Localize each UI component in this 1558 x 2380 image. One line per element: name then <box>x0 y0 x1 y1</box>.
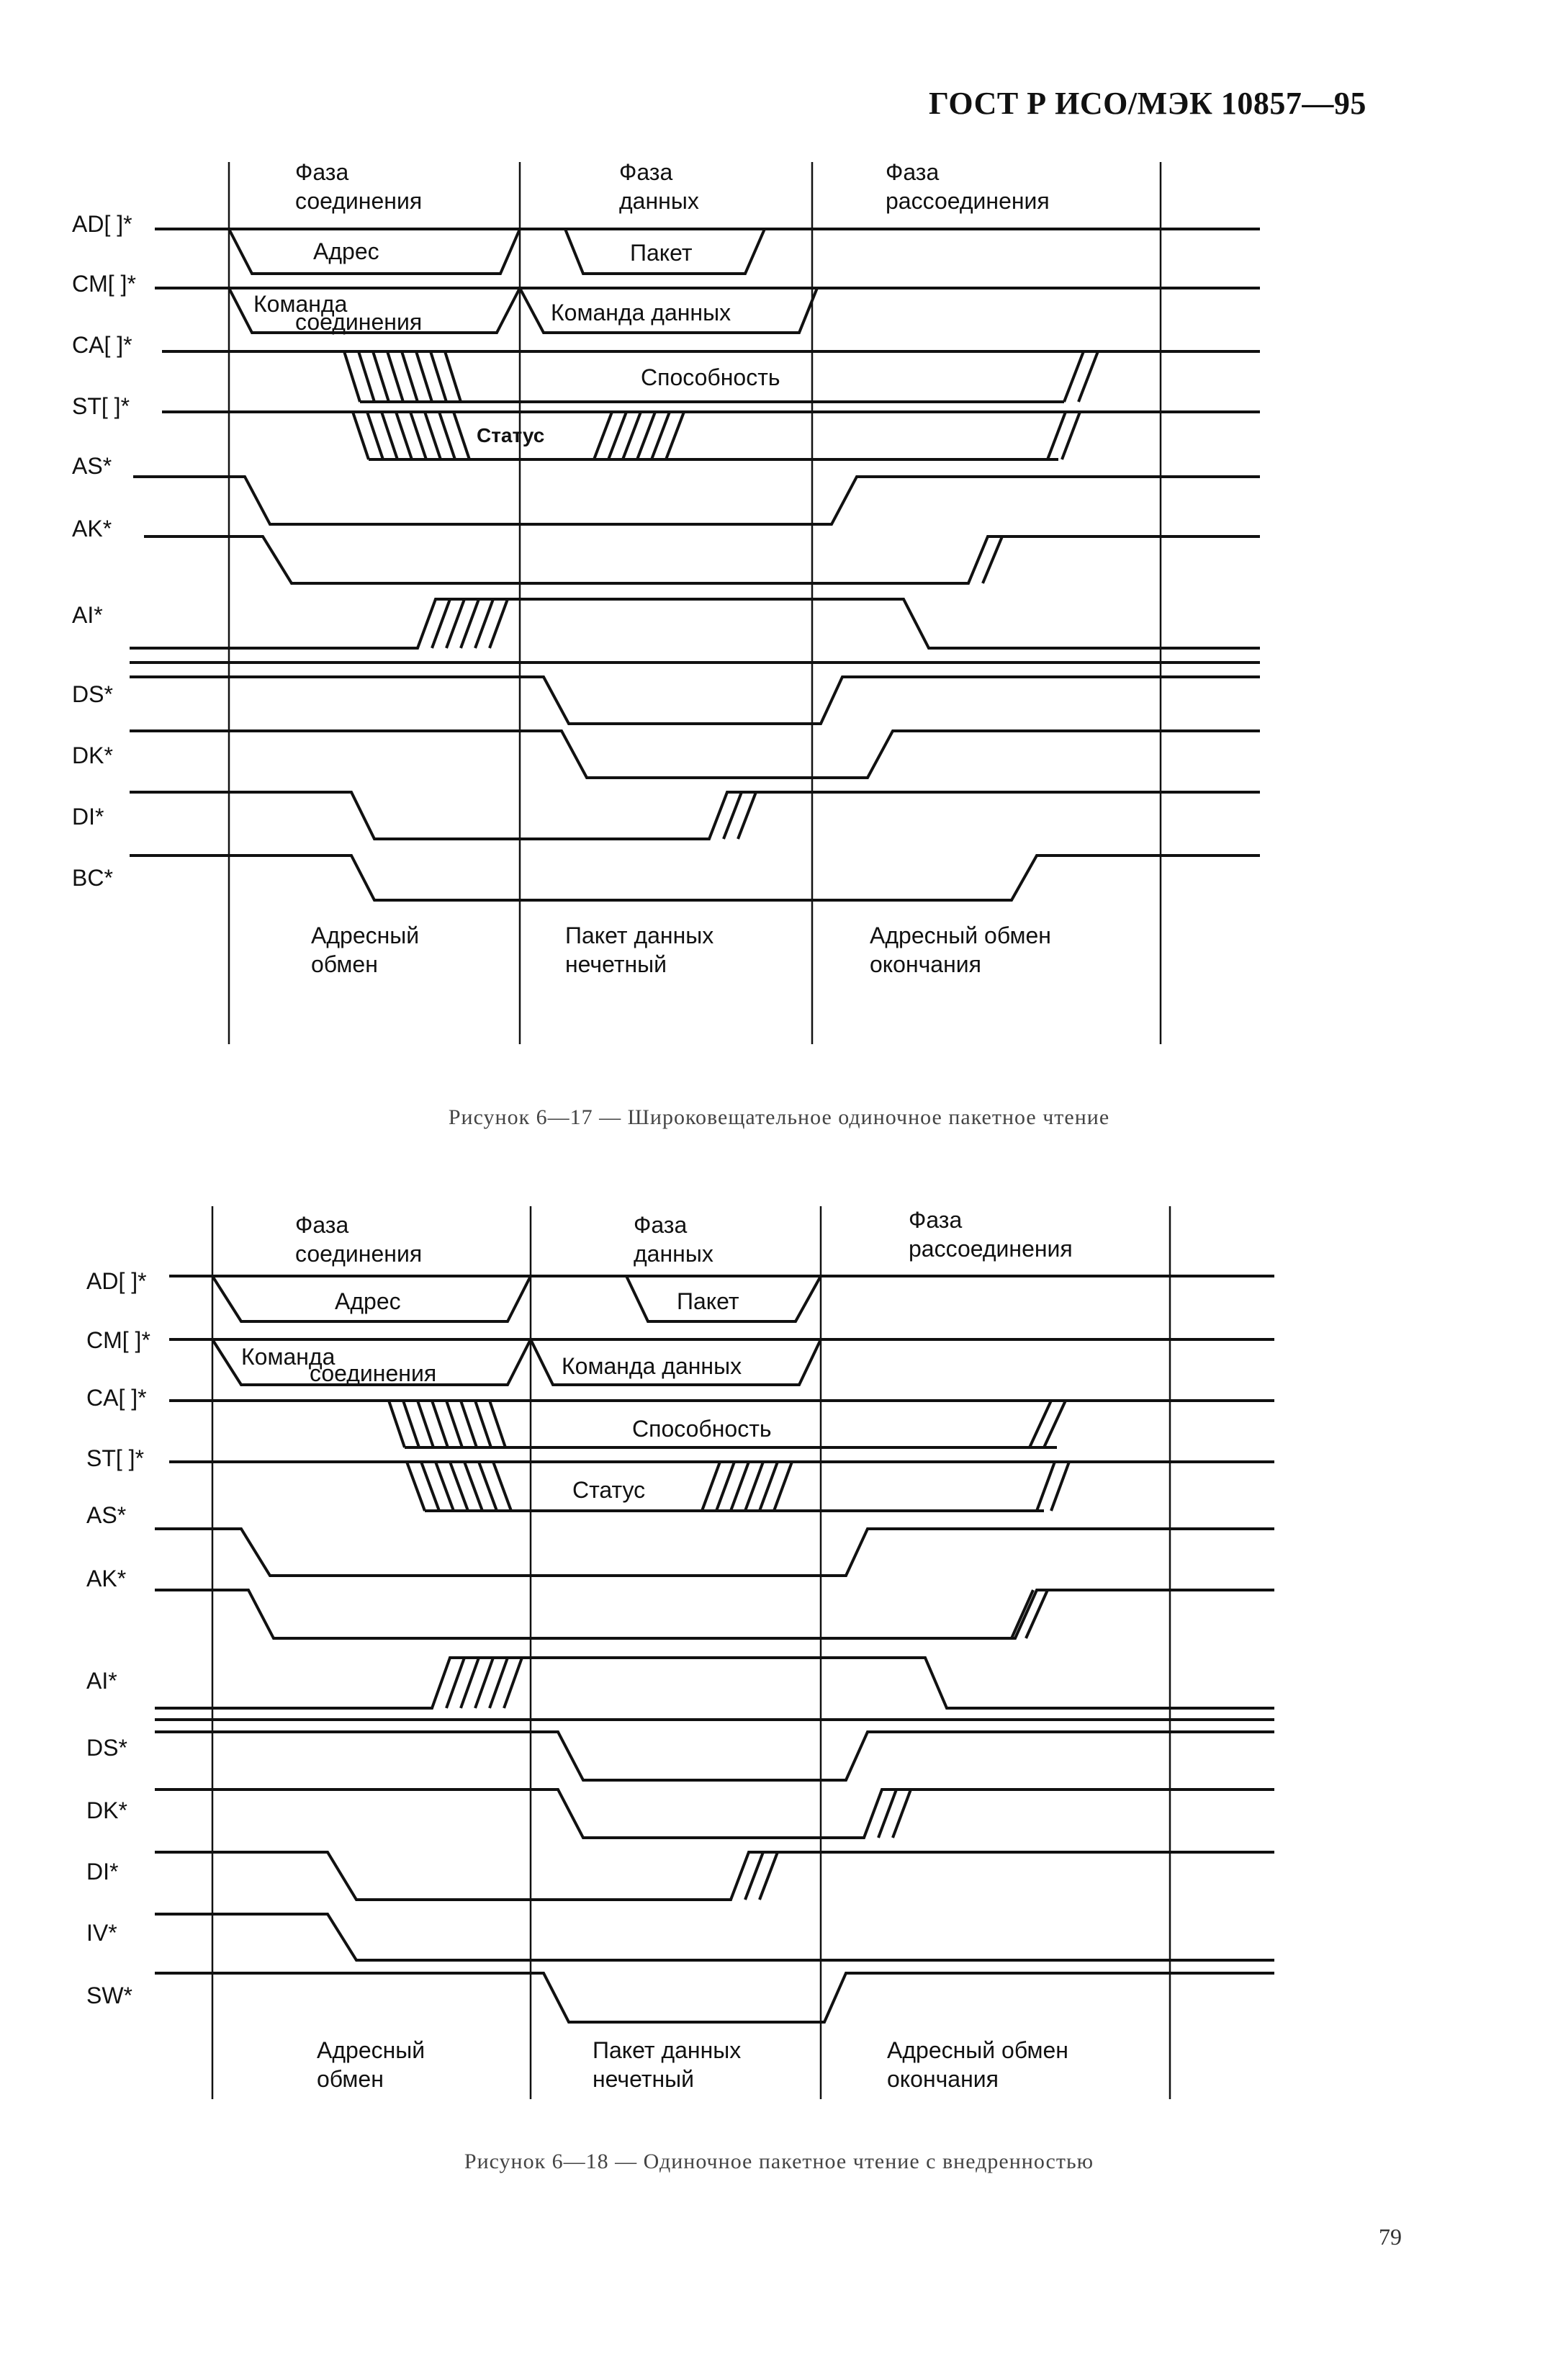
phase-disconnect-label-2: рассоединения <box>909 1236 1073 1262</box>
bottom-packet-1: Пакет данных <box>593 2037 742 2063</box>
figure-caption-6-18: Рисунок 6—18 — Одиночное пакетное чтение с внедренностью <box>464 2150 1094 2173</box>
signal-labels <box>86 1268 150 2008</box>
signal-dk: DK* <box>86 1797 127 1823</box>
bottom-packet-2: нечетный <box>565 951 667 977</box>
signal-dk: DK* <box>72 742 113 768</box>
phase-data-label-2: данных <box>634 1241 713 1267</box>
iv-waveform <box>155 1914 1274 1960</box>
bottom-end-1: Адресный обмен <box>870 922 1051 948</box>
dk-waveform <box>155 1790 1274 1838</box>
capability-label: Способность <box>641 364 780 390</box>
di-waveform <box>155 1852 1274 1900</box>
ds-waveform <box>130 677 1260 724</box>
signal-bc: BC* <box>72 865 113 891</box>
phase-disconnect-label-1: Фаза <box>909 1207 963 1233</box>
timing-diagram-6-18 <box>0 1188 1558 2117</box>
bottom-address-2: обмен <box>311 951 378 977</box>
packet-label: Пакет <box>677 1288 739 1314</box>
bottom-end-2: окончания <box>870 951 981 977</box>
cmd-data-label: Команда данных <box>551 300 731 325</box>
signal-ad: AD[ ]* <box>72 211 132 237</box>
bottom-end-2: окончания <box>887 2066 999 2092</box>
bc-waveform <box>130 856 1260 900</box>
bottom-address-2: обмен <box>317 2066 384 2092</box>
phase-data-label-1: Фаза <box>634 1212 688 1238</box>
bottom-end-1: Адресный обмен <box>887 2037 1068 2063</box>
phase-data-label-1: Фаза <box>619 159 673 185</box>
ak-waveform <box>155 1590 1274 1638</box>
figure-caption-6-17: Рисунок 6—17 — Широковещательное одиночное пакетное чтение <box>448 1105 1110 1129</box>
document-header: ГОСТ Р ИСО/МЭК 10857—95 <box>929 86 1366 121</box>
signal-as: AS* <box>86 1502 127 1528</box>
di-waveform <box>130 792 1260 839</box>
status-label: Статус <box>477 424 545 446</box>
status-label: Статус <box>572 1477 646 1503</box>
cmd-connect-label-2: соединения <box>295 309 423 335</box>
address-label: Адрес <box>313 238 379 264</box>
as-waveform <box>133 477 1260 524</box>
phase-data-label-2: данных <box>619 188 699 214</box>
packet-label: Пакет <box>630 240 693 266</box>
address-label: Адрес <box>335 1288 401 1314</box>
phase-connect-label-2: соединения <box>295 1241 423 1267</box>
cmd-connect-label-2: соединения <box>310 1360 437 1386</box>
signal-cm: CM[ ]* <box>86 1327 150 1353</box>
cmd-data-label: Команда данных <box>562 1353 742 1379</box>
bottom-address-1: Адресный <box>317 2037 425 2063</box>
ai-waveform <box>130 599 1260 663</box>
bottom-packet-2: нечетный <box>593 2066 695 2092</box>
signal-ca: CA[ ]* <box>72 332 132 358</box>
signal-di: DI* <box>86 1859 119 1885</box>
signal-ds: DS* <box>72 681 113 707</box>
as-waveform <box>155 1529 1274 1576</box>
signal-ds: DS* <box>86 1735 127 1761</box>
cmd-connect-label-1: Команда <box>241 1344 336 1370</box>
signal-ai: AI* <box>86 1668 117 1694</box>
phase-dividers <box>229 162 1161 1044</box>
signal-st: ST[ ]* <box>86 1445 145 1471</box>
ak-waveform <box>144 536 1260 583</box>
phase-connect-label-1: Фаза <box>295 159 349 185</box>
st-bus-waveform <box>169 1462 1274 1511</box>
signal-iv: IV* <box>86 1920 117 1946</box>
signal-di: DI* <box>72 804 104 830</box>
signal-cm: CM[ ]* <box>72 271 136 297</box>
ds-waveform <box>155 1732 1274 1780</box>
page-number: 79 <box>1379 2224 1402 2250</box>
signal-st: ST[ ]* <box>72 393 130 419</box>
dk-waveform <box>130 731 1260 778</box>
signal-ai: AI* <box>72 602 103 628</box>
phase-disconnect-label-2: рассоединения <box>886 188 1050 214</box>
phase-disconnect-label-1: Фаза <box>886 159 940 185</box>
ai-waveform <box>155 1658 1274 1720</box>
signal-ak: AK* <box>86 1566 127 1591</box>
cmd-connect-label-1: Команда <box>253 291 348 317</box>
signal-sw: SW* <box>86 1982 132 2008</box>
bottom-packet-1: Пакет данных <box>565 922 714 948</box>
signal-labels <box>72 211 136 891</box>
phase-connect-label-1: Фаза <box>295 1212 349 1238</box>
signal-as: AS* <box>72 453 112 479</box>
capability-label: Способность <box>632 1416 772 1442</box>
signal-ca: CA[ ]* <box>86 1385 147 1411</box>
timing-diagram-6-17 <box>0 144 1558 1073</box>
bottom-address-1: Адресный <box>311 922 420 948</box>
phase-connect-label-2: соединения <box>295 188 423 214</box>
st-bus-waveform <box>162 412 1260 459</box>
signal-ad: AD[ ]* <box>86 1268 147 1294</box>
signal-ak: AK* <box>72 516 112 542</box>
sw-waveform <box>155 1973 1274 2022</box>
